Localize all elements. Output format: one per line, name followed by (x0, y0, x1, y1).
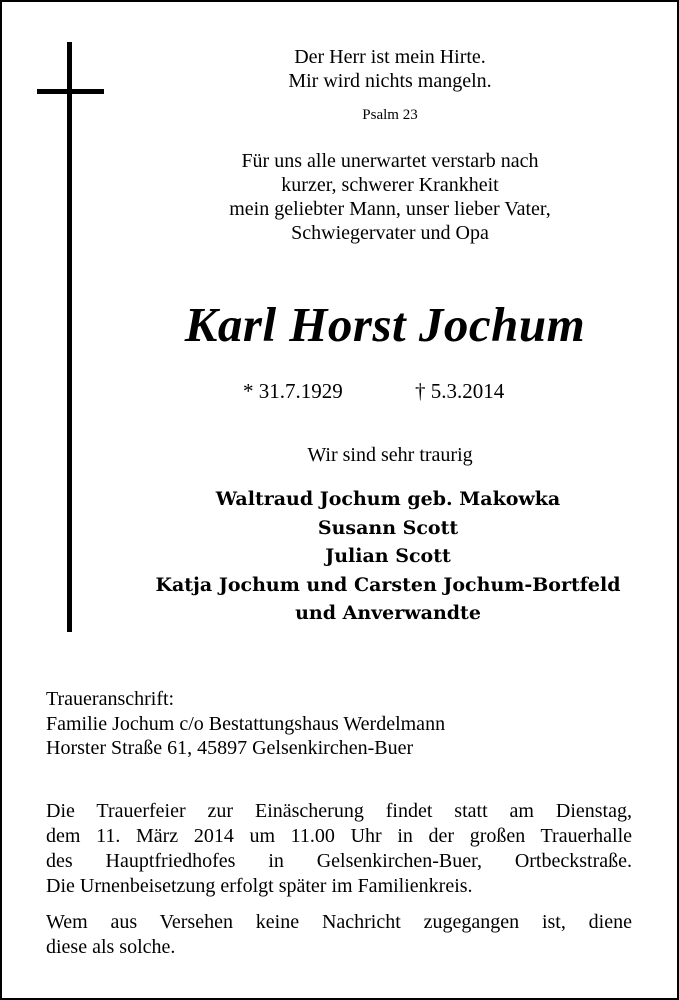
cross-vertical-bar (67, 42, 72, 632)
intro-line: kurzer, schwerer Krankheit (281, 174, 499, 196)
mourner-name: Susann Scott (317, 516, 459, 539)
mourners-list (110, 485, 666, 628)
psalm-line: Mir wird nichts mangeln. (288, 70, 492, 92)
ceremony-line: Die Trauerfeier zur Einäscherung findet statt am Dienstag, (46, 800, 632, 822)
notice-line: Wem aus Versehen keine Nachricht zugegangen ist, diene (46, 911, 632, 933)
psalm-line: Der Herr ist mein Hirte. (294, 46, 486, 68)
intro-line: mein geliebter Mann, unser lieber Vater, (229, 198, 551, 220)
psalm-reference-block (200, 106, 580, 124)
ceremony-line: des Hauptfriedhofes in Gelsenkirchen-Buer, Ortbeckstraße. (46, 850, 632, 872)
notice-paragraph (46, 910, 632, 960)
intro-line: Schwiegervater und Opa (291, 222, 489, 244)
intro-text (200, 149, 580, 245)
intro-line: Für uns alle unerwartet verstarb nach (241, 150, 539, 172)
ceremony-paragraph (46, 799, 632, 899)
notice-line: diese als solche. (46, 936, 176, 958)
ceremony-line: Die Urnenbeisetzung erfolgt später im Familienkreis. (46, 875, 473, 897)
mourner-name: Julian Scott (325, 545, 451, 567)
birth-date: * 31.7.1929 (243, 379, 343, 403)
mourner-name: Katja Jochum und Carsten Jochum-Bortfeld (155, 573, 621, 596)
mourning-address (46, 687, 646, 761)
mourner-name: und Anverwandte (295, 602, 481, 624)
address-line: Horster Straße 61, 45897 Gelsenkirchen-Buer (46, 737, 414, 759)
mourner-name: Waltraud Jochum geb. Makowka (215, 488, 561, 510)
death-date: † 5.3.2014 (415, 379, 505, 403)
psalm-quote (200, 45, 580, 93)
address-label: Traueranschrift: (46, 688, 175, 710)
mourning-statement: Wir sind sehr traurig (307, 444, 473, 466)
psalm-reference: Psalm 23 (362, 107, 418, 123)
address-line: Familie Jochum c/o Bestattungshaus Werdelmann (46, 712, 446, 735)
deceased-name: Karl Horst Jochum (184, 297, 586, 352)
cross-horizontal-bar (37, 89, 104, 94)
ceremony-line: dem 11. März 2014 um 11.00 Uhr in der großen Trauerhalle (46, 825, 632, 847)
